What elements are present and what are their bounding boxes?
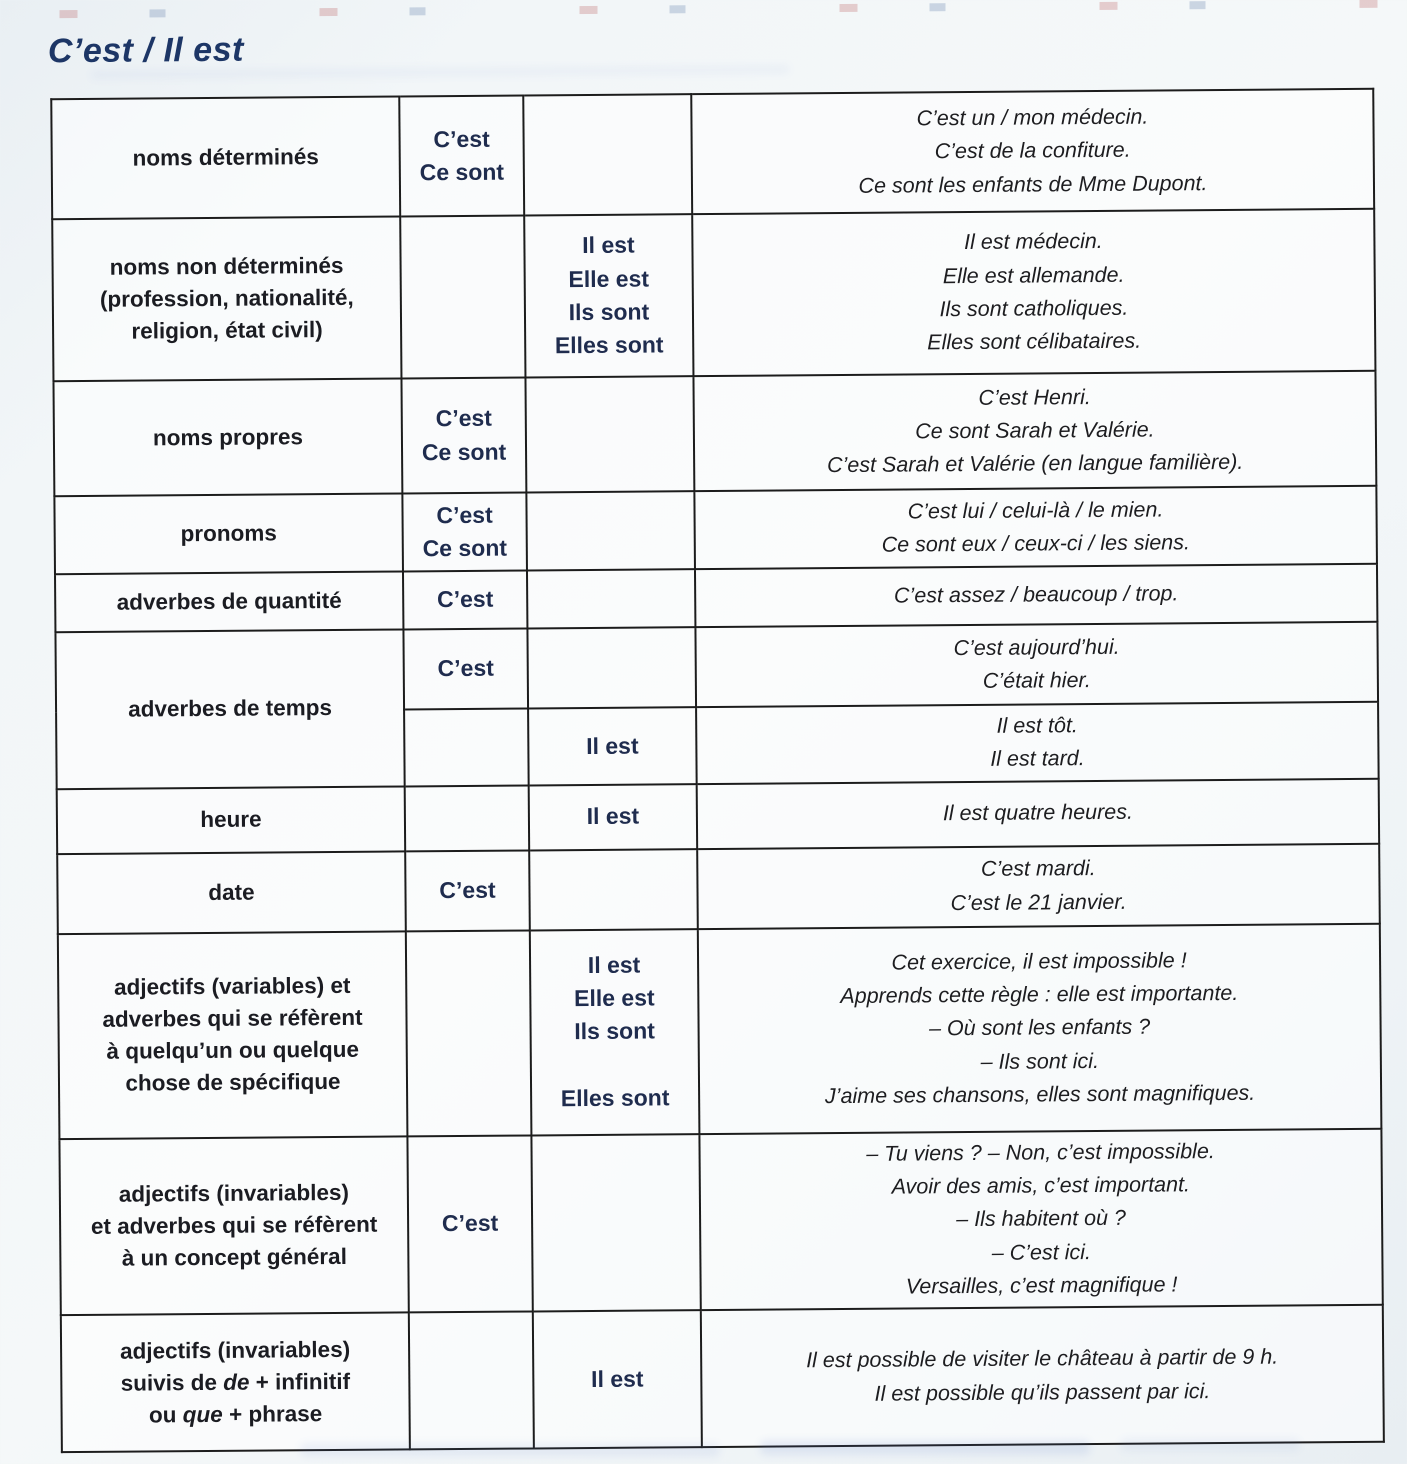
category-cell: adverbes de quantité <box>55 571 403 632</box>
examples-cell: C’est un / mon médecin. C’est de la confiture. Ce sont les enfants de Mme Dupont. <box>691 89 1374 214</box>
page-title: C’est / Il est <box>47 30 245 71</box>
ilest-cell <box>527 569 695 628</box>
cest-cell <box>406 930 532 1136</box>
category-text-segment: + infinitif ou <box>148 1368 351 1428</box>
category-text-segment: + phrase <box>222 1400 323 1427</box>
category-cell: adjectifs (invariables) et adverbes qui se réfèrent à un concept général <box>59 1136 408 1315</box>
table-row <box>52 209 1375 381</box>
category-cell: heure <box>57 786 405 854</box>
examples-cell: – Tu viens ? – Non, c’est impossible. Avoir des amis, c’est important. – Ils habitent où ? – C’est ici. Versailles, c’est magnifique ! <box>699 1128 1382 1310</box>
cest-ilest-grammar-table <box>50 88 1385 1454</box>
ilest-cell: Il est <box>533 1310 702 1448</box>
cest-cell: C’est Ce sont <box>402 492 527 571</box>
table-row <box>53 371 1376 496</box>
category-cell: adverbes de temps <box>55 629 404 788</box>
table-row <box>55 622 1378 712</box>
ilest-cell <box>527 627 696 708</box>
cest-cell: C’est Ce sont <box>399 95 524 216</box>
ilest-cell <box>529 849 698 930</box>
category-text-segment: que <box>182 1401 223 1427</box>
bleed-through-artifact <box>1120 1438 1300 1451</box>
cest-cell <box>404 708 529 786</box>
examples-cell: Il est possible de visiter le château à partir de 9 h. Il est possible qu’ils passent par ici. <box>701 1305 1384 1447</box>
cest-cell <box>405 785 530 851</box>
examples-cell: Il est médecin. Elle est allemande. Ils sont catholiques. Elles sont célibataires. <box>692 209 1375 376</box>
table-row <box>57 843 1380 933</box>
category-cell: pronoms <box>54 493 403 574</box>
scan-artifact-top <box>0 0 1407 19</box>
category-cell <box>61 1313 410 1453</box>
category-text-segment: adjectifs (invariables) suivis de <box>119 1336 351 1396</box>
category-cell: noms propres <box>53 378 402 496</box>
ilest-cell <box>523 94 692 215</box>
examples-cell: Cet exercice, il est impossible ! Apprends cette règle : elle est importante. – Où sont les enfants ? – Ils sont ici. J’aime ses chansons, elles sont magnifiques. <box>698 923 1382 1133</box>
category-cell: noms déterminés <box>51 96 400 219</box>
cest-cell: C’est <box>403 570 527 629</box>
examples-cell: C’est assez / beaucoup / trop. <box>695 564 1377 627</box>
ilest-cell: Il est <box>529 784 698 850</box>
examples-cell: C’est Henri. Ce sont Sarah et Valérie. C’est Sarah et Valérie (en langue familière). <box>693 371 1376 491</box>
cest-cell: C’est Ce sont <box>401 377 526 493</box>
cest-cell <box>400 215 525 378</box>
cest-cell <box>409 1312 534 1450</box>
ilest-cell <box>525 376 694 492</box>
ilest-cell: Il est Elle est Ils sont Elles sont <box>530 929 700 1135</box>
ilest-cell: Il est <box>528 707 697 785</box>
examples-cell: C’est mardi. C’est le 21 janvier. <box>697 843 1380 928</box>
bleed-through-artifact <box>300 1443 720 1457</box>
cest-cell: C’est <box>405 850 530 931</box>
category-cell: noms non déterminés (profession, nationalité, religion, état civil) <box>52 216 401 381</box>
table-row <box>59 1128 1382 1315</box>
category-cell: adjectifs (variables) et adverbes qui se réfèrent à quelqu’un ou quelque chose de spécifique <box>58 931 408 1139</box>
cest-cell: C’est <box>407 1135 532 1313</box>
ilest-cell <box>531 1134 700 1312</box>
examples-cell: C’est aujourd’hui. C’était hier. <box>695 622 1378 707</box>
ilest-cell <box>526 491 695 570</box>
table-row <box>51 89 1374 219</box>
category-text-segment: de <box>223 1369 250 1395</box>
table-row <box>55 564 1377 632</box>
examples-cell: C’est lui / celui-là / le mien. Ce sont eux / ceux-ci / les siens. <box>694 486 1377 569</box>
table-row <box>58 923 1382 1138</box>
cest-cell: C’est <box>403 628 528 709</box>
category-cell: date <box>57 851 406 934</box>
table-row <box>57 778 1379 853</box>
examples-cell: Il est tôt. Il est tard. <box>696 702 1379 784</box>
examples-cell: Il est quatre heures. <box>697 778 1379 848</box>
bleed-through-artifact <box>760 1440 1090 1455</box>
table-row <box>61 1305 1384 1452</box>
ilest-cell: Il est Elle est Ils sont Elles sont <box>524 214 693 377</box>
table-row <box>54 486 1377 574</box>
